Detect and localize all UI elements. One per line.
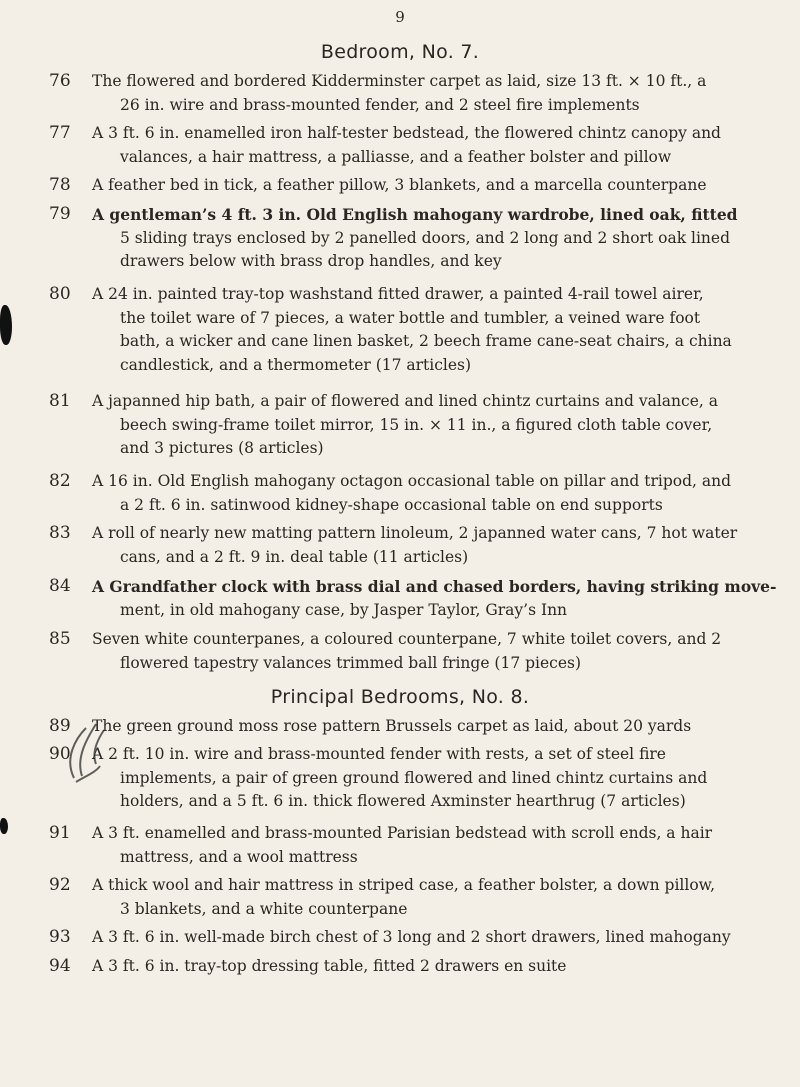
- lot-description: [92, 628, 774, 675]
- lot-number: 93: [49, 927, 71, 947]
- lot-description: [92, 390, 774, 461]
- lot-line: beech swing-frame toilet mirror, 15 in. × 11 in., a figured cloth table cover,: [120, 415, 713, 434]
- lot-line: The green ground moss rose pattern Brussels carpet as laid, about 20 yards: [92, 717, 692, 735]
- lot-line: the toilet ware of 7 pieces, a water bottle and tumbler, a veined ware foot: [120, 308, 701, 327]
- lot-number: 79: [49, 204, 71, 224]
- lot-line: 3 blankets, and a white counterpane: [120, 899, 408, 918]
- lot-number: 81: [49, 391, 71, 411]
- lot-description: [92, 715, 774, 739]
- lot-line: valances, a hair mattress, a palliasse, and a feather bolster and pillow: [120, 147, 672, 166]
- section-heading-bedroom-7: Bedroom, No. 7.: [320, 41, 480, 63]
- lot-number: 89: [49, 716, 71, 736]
- lot-description: [92, 174, 774, 198]
- lot-description: [92, 874, 774, 921]
- lot-number: 76: [49, 71, 71, 91]
- lot-number: 78: [49, 175, 71, 195]
- lot-line: and 3 pictures (8 articles): [120, 439, 324, 457]
- lot-number: 91: [49, 823, 71, 843]
- lot-description: [92, 955, 774, 979]
- lot-description: [92, 70, 774, 117]
- lot-line: mattress, and a wool mattress: [120, 847, 358, 866]
- lot-line: The flowered and bordered Kidderminster carpet as laid, size 13 ft. × 10 ft., a: [92, 72, 707, 90]
- lot-number: 83: [49, 523, 71, 543]
- lot-line: flowered tapestry valances trimmed ball fringe (17 pieces): [120, 653, 582, 672]
- lot-number: 80: [49, 284, 71, 304]
- lot-line: A 3 ft. 6 in. tray-top dressing table, fitted 2 drawers en suite: [92, 957, 567, 975]
- lot-description: [92, 822, 774, 869]
- lot-line: A 3 ft. 6 in. enamelled iron half-tester bedstead, the flowered chintz canopy and: [92, 124, 721, 142]
- lot-description: [92, 575, 777, 622]
- lot-description: [92, 203, 774, 274]
- lot-line: cans, and a 2 ft. 9 in. deal table (11 articles): [120, 547, 469, 566]
- lot-line: A japanned hip bath, a pair of flowered and lined chintz curtains and valance, a: [92, 392, 718, 410]
- lot-number: 84: [49, 576, 71, 596]
- lot-description: [92, 926, 774, 950]
- lot-number: 94: [49, 956, 71, 976]
- lot-line: A 16 in. Old English mahogany octagon occasional table on pillar and tripod, and: [92, 472, 731, 490]
- lot-line: A thick wool and hair mattress in striped case, a feather bolster, a down pillow,: [92, 876, 716, 894]
- lot-description: [92, 122, 774, 169]
- lot-number: 82: [49, 471, 71, 491]
- lot-description: [92, 283, 774, 377]
- lot-line: a 2 ft. 6 in. satinwood kidney-shape occasional table on end supports: [120, 495, 663, 514]
- lot-line: A 2 ft. 10 in. wire and brass-mounted fender with rests, a set of steel fire: [92, 745, 666, 763]
- lot-number: 77: [49, 123, 71, 143]
- lot-line: A gentleman’s 4 ft. 3 in. Old English mahogany wardrobe, lined oak, fitted: [92, 205, 738, 224]
- lot-line: ment, in old mahogany case, by Jasper Taylor, Gray’s Inn: [120, 600, 568, 619]
- section-heading-principal-bedrooms-8: Principal Bedrooms, No. 8.: [270, 686, 530, 708]
- margin-ink-blot: [0, 818, 8, 834]
- lot-line: A 3 ft. enamelled and brass-mounted Parisian bedstead with scroll ends, a hair: [92, 824, 713, 842]
- margin-ink-blot: [0, 305, 12, 345]
- lot-number: 90: [49, 744, 71, 764]
- lot-line: bath, a wicker and cane linen basket, 2 beech frame cane-seat chairs, a china: [120, 332, 732, 350]
- lot-description: [92, 522, 774, 569]
- lot-line: A 24 in. painted tray-top washstand fitted drawer, a painted 4-rail towel airer,: [92, 285, 704, 303]
- lot-number: 85: [49, 629, 71, 649]
- lot-line: 5 sliding trays enclosed by 2 panelled doors, and 2 long and 2 short oak lined: [120, 228, 731, 247]
- page-number: 9: [395, 8, 405, 26]
- lot-line: A 3 ft. 6 in. well-made birch chest of 3 long and 2 short drawers, lined mahogany: [92, 928, 731, 946]
- lot-line: holders, and a 5 ft. 6 in. thick flowered Axminster hearthrug (7 articles): [120, 792, 686, 810]
- lot-line: candlestick, and a thermometer (17 articles): [120, 355, 472, 374]
- lot-line: implements, a pair of green ground flowered and lined chintz curtains and: [120, 768, 708, 787]
- lot-line: A feather bed in tick, a feather pillow, 3 blankets, and a marcella counterpane: [92, 176, 707, 194]
- lot-number: 92: [49, 875, 71, 895]
- lot-description: [92, 743, 774, 814]
- lot-line: Seven white counterpanes, a coloured counterpane, 7 white toilet covers, and 2: [92, 630, 722, 648]
- lot-line: A Grandfather clock with brass dial and chased borders, having striking move-: [92, 577, 777, 596]
- lot-description: [92, 470, 774, 517]
- lot-line: A roll of nearly new matting pattern linoleum, 2 japanned water cans, 7 hot water: [92, 524, 738, 542]
- lot-line: 26 in. wire and brass-mounted fender, and 2 steel fire implements: [120, 95, 640, 114]
- lot-line: drawers below with brass drop handles, and key: [120, 252, 502, 270]
